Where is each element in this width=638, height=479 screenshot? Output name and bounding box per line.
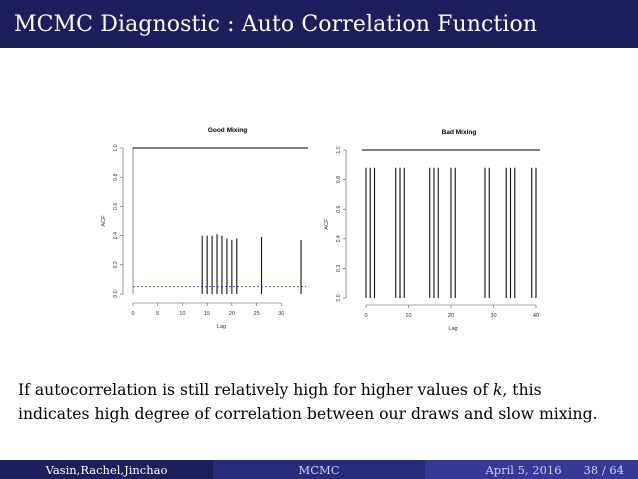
caption-math-k: k	[492, 381, 503, 399]
bad-y-tick-label: 0.2	[336, 264, 342, 273]
bad-y-tick-label: 0.6	[336, 205, 342, 213]
bad-x-tick-label: 10	[405, 313, 412, 319]
good-y-tick-label: 0.8	[113, 173, 119, 181]
good-y-tick-label: 1.0	[113, 144, 119, 152]
slide-title-bar	[0, 0, 638, 48]
good-y-axis-label: ACF	[101, 215, 107, 227]
good-x-tick-label: 5	[156, 311, 160, 317]
bad-x-axis-label: Lag	[448, 326, 458, 332]
bad-y-tick-label: 0.4	[336, 235, 342, 243]
footer-title-segment	[213, 460, 425, 479]
good-y-tick-label: 0.4	[113, 231, 119, 240]
good-x-tick-label: 0	[131, 311, 135, 317]
bad-y-tick-label: 0.8	[336, 175, 342, 184]
good-x-axis-label: Lag	[216, 324, 227, 330]
bad-y-tick-label: 1.0	[336, 146, 342, 154]
good-y-tick-label: 0.2	[113, 261, 119, 269]
caption-line-1-text: If autocorrelation is still relatively high for higher values of	[18, 381, 493, 399]
good-x-tick-label: 15	[204, 311, 211, 317]
caption-line-1	[18, 378, 628, 402]
good-x-tick-label: 20	[228, 311, 235, 317]
bad-x-tick-label: 30	[490, 313, 497, 319]
bad-y-axis-label: ACF	[324, 218, 330, 230]
bad-x-tick-label: 20	[447, 313, 455, 319]
footer-page-number: 38 / 64	[583, 462, 624, 477]
bad-x-tick-label: 40	[532, 313, 540, 319]
footer-authors-segment	[0, 460, 213, 479]
acf-figure-svg	[0, 48, 638, 378]
caption-line-1-end: , this	[502, 381, 542, 399]
good-x-tick-label: 10	[179, 311, 186, 317]
footer-authors: Vasin,Rachel,Jinchao	[45, 462, 168, 477]
caption-line-2: indicates high degree of correlation between our draws and slow mixing.	[18, 405, 598, 423]
footer-date: April 5, 2016	[485, 462, 562, 477]
good-x-tick-label: 25	[253, 311, 260, 317]
good-y-tick-label: 0.0	[113, 290, 119, 298]
slide-title: MCMC Diagnostic : Auto Correlation Function	[14, 11, 538, 37]
good-y-tick-label: 0.6	[113, 202, 119, 211]
footer-info-segment	[425, 460, 638, 479]
footer-short-title: MCMC	[298, 462, 340, 477]
bad-y-tick-label: 0.0	[336, 294, 342, 302]
slide-caption	[18, 378, 628, 426]
good-chart-title: Good Mixing	[207, 127, 248, 134]
bad-x-tick-label: 0	[364, 313, 368, 319]
slide-footer	[0, 460, 638, 479]
good-x-tick-label: 30	[278, 311, 285, 317]
bad-chart-title: Bad Mixing	[441, 129, 477, 136]
acf-figure	[0, 48, 638, 378]
